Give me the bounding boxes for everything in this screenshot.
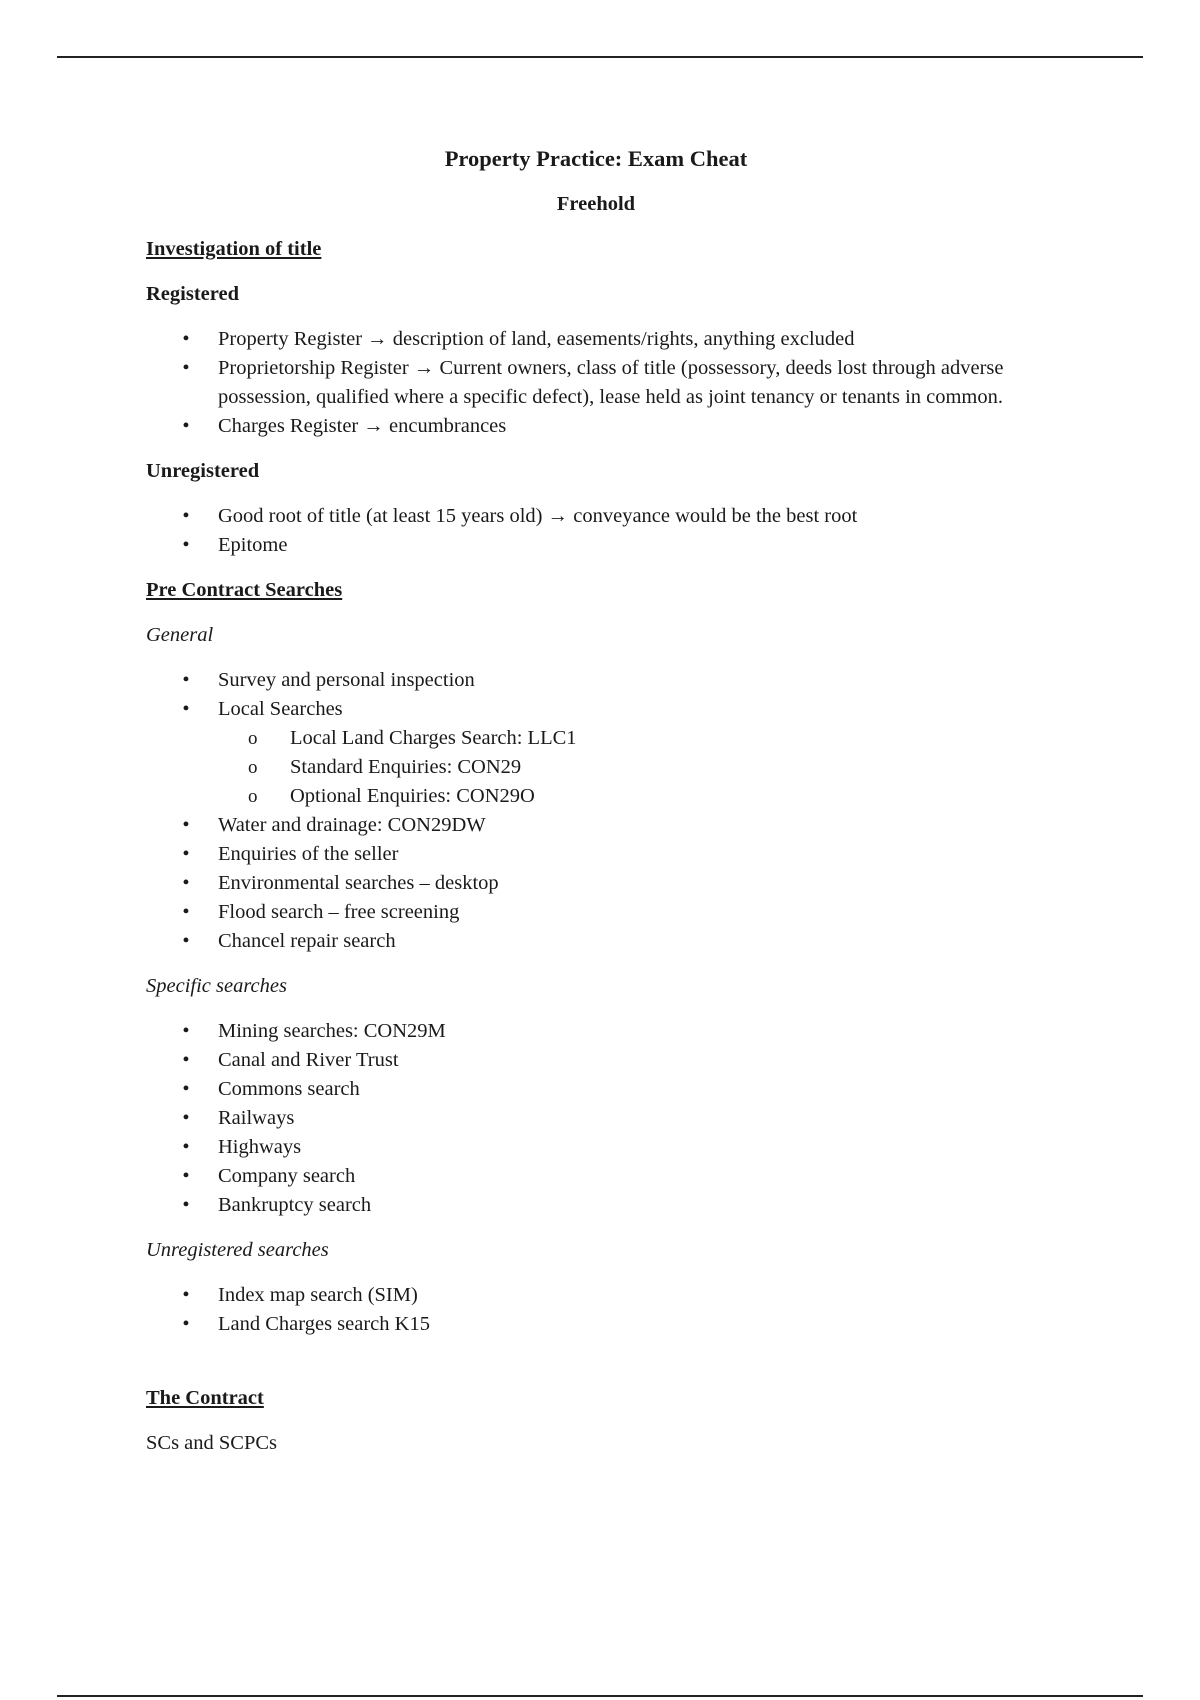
bullet-icon: • xyxy=(182,901,190,923)
registered-list xyxy=(146,325,1046,441)
list-item-text: Canal and River Trust xyxy=(218,1049,399,1071)
circle-bullet-icon: o xyxy=(248,728,258,749)
list-item-text: Flood search – free screening xyxy=(218,901,460,923)
list-item xyxy=(146,927,1046,956)
list-item xyxy=(146,840,1046,869)
list-item xyxy=(146,531,1046,560)
bullet-icon: • xyxy=(182,1194,190,1216)
list-item-text: Environmental searches – desktop xyxy=(218,872,499,894)
bullet-icon: • xyxy=(182,534,190,556)
list-item-text: Property Register → description of land, easements/rights, anything excluded xyxy=(218,328,855,350)
sub-list-item xyxy=(218,724,1046,753)
list-item xyxy=(146,666,1046,695)
bullet-icon: • xyxy=(182,1020,190,1042)
document-subtitle: Freehold xyxy=(556,193,636,215)
subheading-registered: Registered xyxy=(146,283,239,305)
list-item xyxy=(146,502,1046,531)
list-item-text: Mining searches: CON29M xyxy=(218,1020,446,1042)
specific-searches-list xyxy=(146,1017,1046,1220)
bullet-icon: • xyxy=(182,843,190,865)
circle-bullet-icon: o xyxy=(248,786,258,807)
document-body xyxy=(146,144,1046,1474)
list-item xyxy=(146,1104,1046,1133)
list-item xyxy=(146,1017,1046,1046)
general-searches-list xyxy=(146,666,1046,956)
list-item xyxy=(146,1046,1046,1075)
list-item-text: Commons search xyxy=(218,1078,360,1100)
list-item-text: Water and drainage: CON29DW xyxy=(218,814,486,836)
bullet-icon: • xyxy=(182,872,190,894)
sub-list-item xyxy=(218,782,1046,811)
list-item xyxy=(146,695,1046,811)
sub-list-item-text: Local Land Charges Search: LLC1 xyxy=(290,727,577,749)
bullet-icon: • xyxy=(182,1078,190,1100)
top-rule xyxy=(57,56,1143,58)
bullet-icon: • xyxy=(182,814,190,836)
bullet-icon: • xyxy=(182,1136,190,1158)
bullet-icon: • xyxy=(182,505,190,527)
bullet-icon: • xyxy=(182,1049,190,1071)
bullet-icon: • xyxy=(182,357,190,379)
sub-list-item-text: Optional Enquiries: CON29O xyxy=(290,785,535,807)
local-searches-sublist xyxy=(218,724,1046,811)
bullet-icon: • xyxy=(182,930,190,952)
list-item-text: Railways xyxy=(218,1107,295,1129)
list-item xyxy=(146,412,1046,441)
list-item xyxy=(146,1310,1046,1339)
section-heading-searches: Pre Contract Searches xyxy=(146,579,343,601)
bullet-icon: • xyxy=(182,1165,190,1187)
bullet-icon: • xyxy=(182,1313,190,1335)
subheading-unregistered: Unregistered xyxy=(146,460,260,482)
list-item-text: Index map search (SIM) xyxy=(218,1284,418,1306)
bullet-icon: • xyxy=(182,698,190,720)
bullet-icon: • xyxy=(182,415,190,437)
list-item-text: Proprietorship Register → Current owners, class of title (possessory, deeds lost through adverse possession, qualified where a specific defect), lease held as joint tenancy or tenants in common. xyxy=(218,357,1004,408)
list-item-text: Bankruptcy search xyxy=(218,1194,372,1216)
section-heading-contract: The Contract xyxy=(146,1387,264,1409)
list-item xyxy=(146,811,1046,840)
document-title: Property Practice: Exam Cheat xyxy=(444,146,748,171)
sub-list-item-text: Standard Enquiries: CON29 xyxy=(290,756,522,778)
list-item xyxy=(146,1075,1046,1104)
list-item-text: Chancel repair search xyxy=(218,930,396,952)
bullet-icon: • xyxy=(182,328,190,350)
circle-bullet-icon: o xyxy=(248,757,258,778)
bullet-icon: • xyxy=(182,1107,190,1129)
list-item-text: Highways xyxy=(218,1136,302,1158)
list-item-text: Company search xyxy=(218,1165,356,1187)
subheading-unregistered-searches: Unregistered searches xyxy=(146,1239,329,1261)
list-item xyxy=(146,354,1046,412)
subheading-general: General xyxy=(146,624,214,646)
list-item-text: Enquiries of the seller xyxy=(218,843,399,865)
unregistered-searches-list xyxy=(146,1281,1046,1339)
unregistered-list xyxy=(146,502,1046,560)
list-item xyxy=(146,1133,1046,1162)
subheading-specific: Specific searches xyxy=(146,975,287,997)
contract-text: SCs and SCPCs xyxy=(146,1432,278,1454)
list-item xyxy=(146,1281,1046,1310)
list-item-text: Charges Register → encumbrances xyxy=(218,415,507,437)
list-item xyxy=(146,1191,1046,1220)
list-item-text: Good root of title (at least 15 years old) → conveyance would be the best root xyxy=(218,505,858,527)
list-item-text: Land Charges search K15 xyxy=(218,1313,430,1335)
bottom-rule xyxy=(57,1695,1143,1697)
list-item-text: Survey and personal inspection xyxy=(218,669,475,691)
list-item xyxy=(146,325,1046,354)
section-heading-investigation: Investigation of title xyxy=(146,238,322,260)
list-item xyxy=(146,898,1046,927)
sub-list-item xyxy=(218,753,1046,782)
list-item xyxy=(146,869,1046,898)
bullet-icon: • xyxy=(182,669,190,691)
list-item-text: Local Searches xyxy=(218,698,343,720)
list-item xyxy=(146,1162,1046,1191)
paragraph-spacer xyxy=(146,1355,1046,1384)
list-item-text: Epitome xyxy=(218,534,288,556)
bullet-icon: • xyxy=(182,1284,190,1306)
